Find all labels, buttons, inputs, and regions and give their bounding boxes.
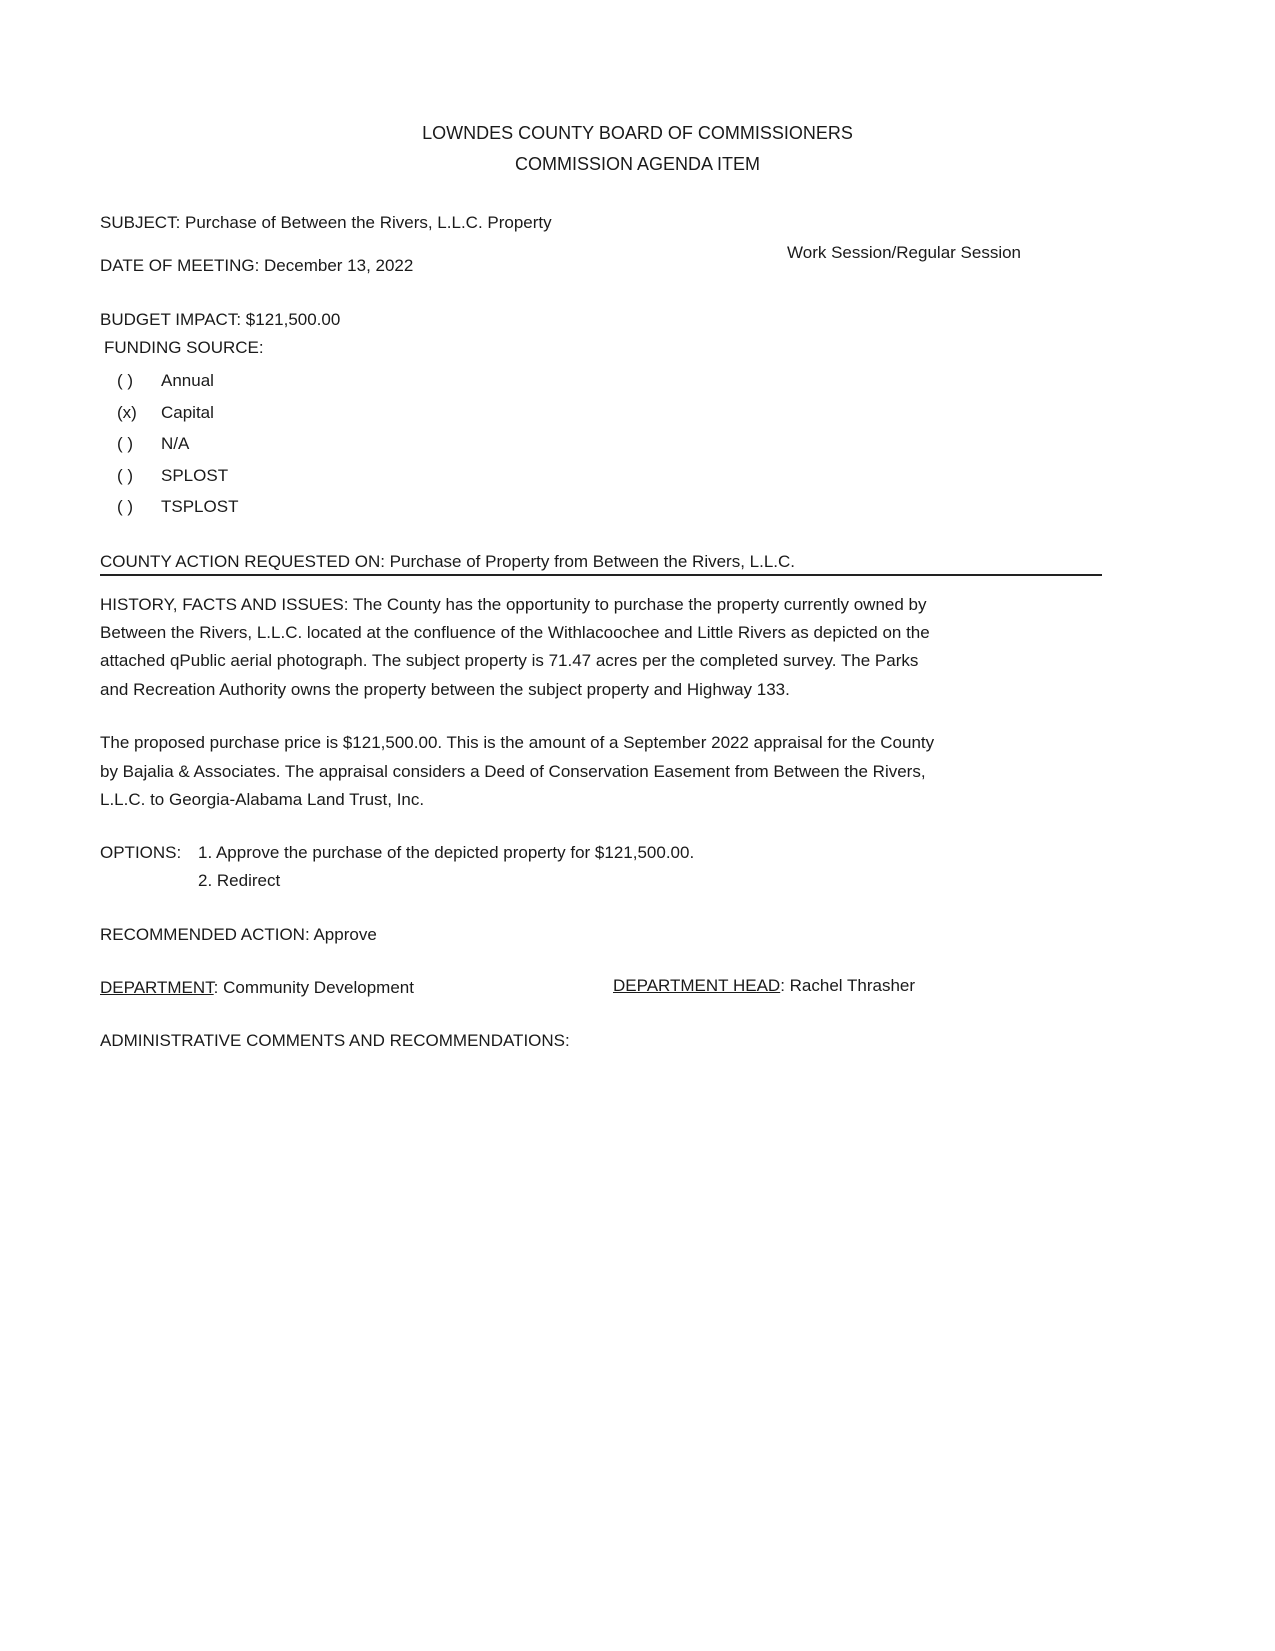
history-line: and Recreation Authority owns the property between the subject property and Highway 133. bbox=[100, 680, 790, 699]
funding-option-splost: ( ) SPLOST bbox=[117, 466, 229, 485]
admin-comments-label: ADMINISTRATIVE COMMENTS AND RECOMMENDATIONS: bbox=[100, 1031, 570, 1050]
history-line: Between the Rivers, L.L.C. located at the confluence of the Withlacoochee and Little Rivers as depicted on the bbox=[100, 623, 930, 642]
divider bbox=[100, 574, 1102, 576]
history-line: attached qPublic aerial photograph. The subject property is 71.47 acres per the completed survey. The Parks bbox=[100, 651, 919, 670]
options-label: OPTIONS: bbox=[100, 843, 182, 862]
budget-impact: BUDGET IMPACT: $121,500.00 bbox=[100, 310, 341, 329]
subject: SUBJECT: Purchase of Between the Rivers, L.L.C. Property bbox=[100, 213, 552, 232]
funding-option-tsplost: ( ) TSPLOST bbox=[117, 497, 239, 516]
price-line: The proposed purchase price is $121,500.00. This is the amount of a September 2022 appraisal for the County bbox=[100, 733, 935, 752]
funding-option-na: ( ) N/A bbox=[117, 434, 190, 453]
department: DEPARTMENT: Community Development bbox=[100, 978, 414, 997]
funding-option-annual: ( ) Annual bbox=[117, 371, 214, 390]
meeting-date: DATE OF MEETING: December 13, 2022 bbox=[100, 256, 414, 275]
header-title: LOWNDES COUNTY BOARD OF COMMISSIONERS bbox=[422, 123, 853, 143]
funding-option-capital: (x) Capital bbox=[117, 403, 214, 422]
option-redirect: 2. Redirect bbox=[198, 871, 281, 890]
history-line: HISTORY, FACTS AND ISSUES: The County has the opportunity to purchase the property currently owned by bbox=[100, 595, 927, 614]
session-type: Work Session/Regular Session bbox=[787, 243, 1022, 262]
header-subtitle: COMMISSION AGENDA ITEM bbox=[514, 154, 761, 174]
action-requested: COUNTY ACTION REQUESTED ON: Purchase of Property from Between the Rivers, L.L.C. bbox=[100, 552, 796, 571]
recommended-action: RECOMMENDED ACTION: Approve bbox=[100, 925, 377, 944]
price-line: L.L.C. to Georgia-Alabama Land Trust, Inc. bbox=[100, 790, 425, 809]
funding-source-label: FUNDING SOURCE: bbox=[104, 338, 264, 357]
department-head: DEPARTMENT HEAD: Rachel Thrasher bbox=[613, 976, 916, 995]
price-line: by Bajalia & Associates. The appraisal considers a Deed of Conservation Easement from Between the Rivers, bbox=[100, 762, 926, 781]
option-approve: 1. Approve the purchase of the depicted property for $121,500.00. bbox=[198, 843, 695, 862]
